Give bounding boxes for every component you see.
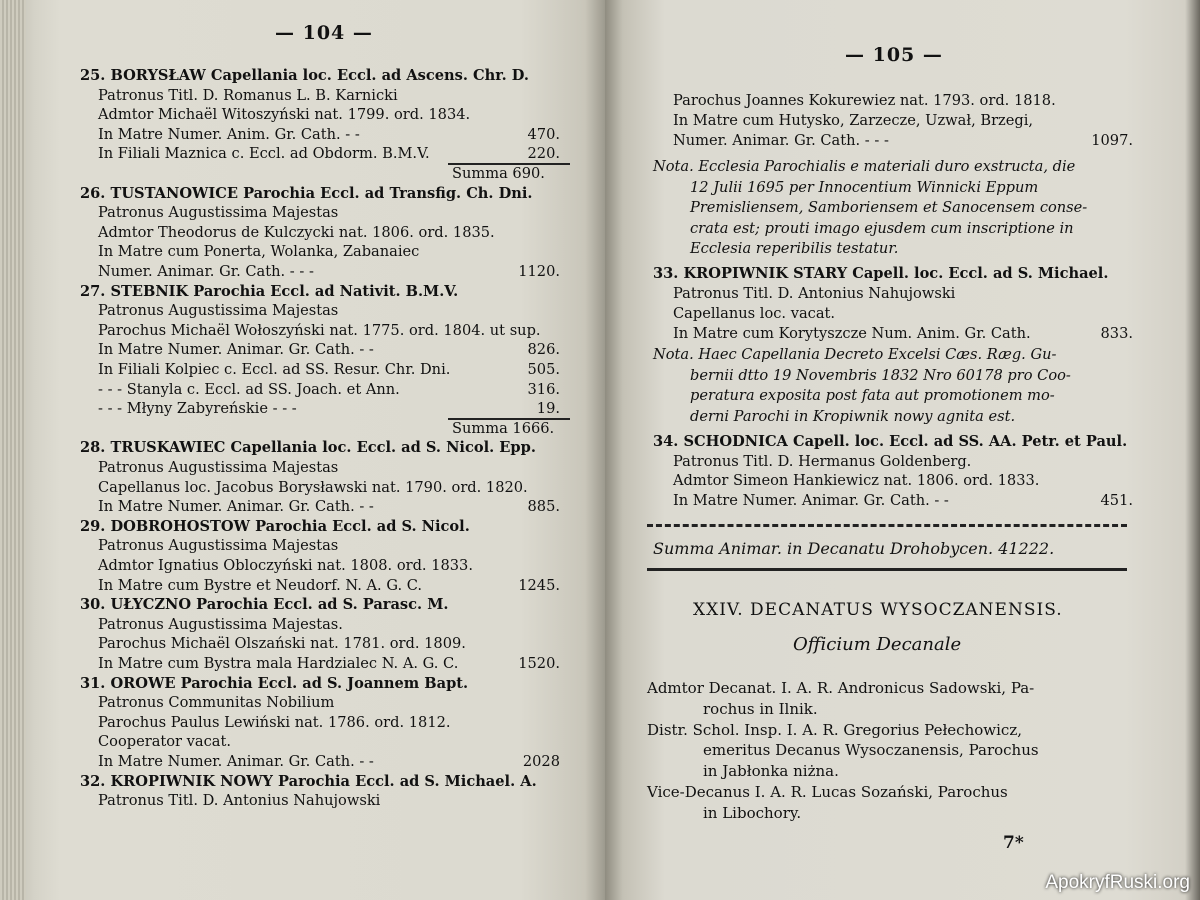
entry-line: In Matre cum Hutysko, Zarzecze, Uzwał, Brzegi, [673,112,1034,129]
entry-heading: 31. OROWE Parochia Eccl. ad S. Joannem Bapt. [80,674,469,692]
nota-line: 12 Julii 1695 per Innocentium Winnicki Eppum [690,178,1039,196]
nota-line: Ecclesia reperibilis testatur. [690,240,899,257]
left-page-number: — 104 — [275,22,373,44]
entry-line: Parochus Michaël Wołoszyński nat. 1775. ord. 1804. ut sup. [98,321,541,339]
entry-count: 1245. [518,576,560,594]
divider-dashed [647,524,1127,527]
entry-line: In Filiali Maznica c. Eccl. ad Obdorm. B.M.V. [98,145,430,163]
right-page [605,0,1200,900]
entry-line: Admtor Michaël Witoszyński nat. 1799. ord. 1834. [98,106,471,124]
officium-line: Vice-Decanus I. A. R. Lucas Sozański, Parochus [647,783,1008,801]
entry-line: - - - Młyny Zabyreńskie - - - [98,400,297,418]
nota-line: bernii dtto 19 Novembris 1832 Nro 60178 pro Coo- [690,366,1071,384]
entry-line: Parochus Michaël Olszański nat. 1781. ord. 1809. [98,635,466,653]
entry-count: 2028 [522,753,560,770]
officium-line: in Jabłonka niżna. [703,762,839,781]
entry-count: 1097. [1091,132,1133,149]
entry-count: 451. [1100,491,1133,509]
entry-count: 220. [527,145,560,163]
entry-count: 826. [527,341,560,359]
entry-count: 316. [527,380,560,398]
divider-solid [647,568,1127,571]
nota-line: Premisliensem, Samboriensem et Sanocensem conse- [690,199,1088,216]
nota-line: derni Parochi in Kropiwnik nowy agnita est. [690,407,1016,425]
entry-line: In Matre cum Korytyszcze Num. Anim. Gr. Cath. [673,325,1031,342]
entry-line: Patronus Augustissima Majestas [98,459,339,476]
page-edge [0,0,26,900]
entry-line: Capellanus loc. Jacobus Borysławski nat. 1790. ord. 1820. [98,478,528,496]
entry-line: In Matre cum Bystre et Neudorf. N. A. G. C. [98,576,423,594]
summa-decanatus: Summa Animar. in Decanatu Drohobycen. 41222. [653,539,1055,558]
entry-heading: 34. SCHODNICA Capell. loc. Eccl. ad SS. AA. Petr. et Paul. [653,433,1128,450]
nota-line: peratura exposita post fata aut promotionem mo- [690,387,1055,404]
officium-title: Officium Decanale [793,634,962,655]
entry-count: 1120. [518,263,560,280]
entry-count: 833. [1100,325,1133,342]
entry-line: Patronus Augustissima Majestas [98,302,339,320]
entry-line: In Filiali Kolpiec c. Eccl. ad SS. Resur. Chr. Dni. [98,361,451,378]
nota-line: Nota. Haec Capellania Decreto Excelsi Cæs. Ræg. Gu- [653,346,1057,363]
officium-line: rochus in Ilnik. [703,699,818,718]
entry-line: Parochus Joannes Kokurewiez nat. 1793. ord. 1818. [673,92,1056,109]
sum-rule [448,418,570,420]
entry-line: In Matre Numer. Animar. Gr. Cath. - - [98,341,374,359]
entry-line: Admtor Theodorus de Kulczycki nat. 1806. ord. 1835. [98,223,495,241]
officium-line: Distr. Schol. Insp. I. A. R. Gregorius Pełechowicz, [647,720,1022,739]
entry-count: 1520. [518,655,560,672]
entry-line: In Matre cum Ponerta, Wolanka, Zabanaiec [98,243,420,261]
entry-line: In Matre Numer. Animar. Gr. Cath. - - [98,753,374,770]
entry-line: In Matre cum Bystra mala Hardzialec N. A. G. C. [98,655,459,672]
entry-count: 470. [527,125,560,143]
nota-line: crata est; prouti imago ejusdem cum inscriptione in [690,219,1074,237]
entry-heading: 25. BORYSŁAW Capellania loc. Eccl. ad Ascens. Chr. D. [80,67,529,84]
watermark: ApokryfRuski.org [1045,872,1190,893]
sum-rule [448,163,570,165]
entry-heading: 29. DOBROHOSTOW Parochia Eccl. ad S. Nicol. [80,517,470,535]
entry-line: Patronus Titl. D. Antonius Nahujowski [98,792,381,810]
entry-line: In Matre Numer. Animar. Gr. Cath. - - [673,491,949,509]
entry-count: 505. [527,361,560,378]
entry-line: Patronus Augustissima Majestas [98,537,339,555]
officium-line: in Libochory. [703,803,802,822]
entry-line: Numer. Animar. Gr. Cath. - - - [98,263,314,280]
entry-heading: 30. UŁYCZNO Parochia Eccl. ad S. Parasc. M. [80,596,449,614]
entry-line: - - - Stanyla c. Eccl. ad SS. Joach. et Ann. [98,380,400,398]
entry-heading: 33. KROPIWNIK STARY Capell. loc. Eccl. ad S. Michael. [653,265,1109,282]
summa-line: Summa 690. [452,165,545,182]
entry-line: Capellanus loc. vacat. [673,305,836,322]
entry-line: Patronus Augustissima Majestas. [98,615,343,633]
officium-line: emeritus Decanus Wysoczanensis, Parochus [703,741,1039,760]
entry-line: In Matre Numer. Anim. Gr. Cath. - - [98,125,360,143]
entry-heading: 28. TRUSKAWIEC Capellania loc. Eccl. ad S. Nicol. Epp. [80,439,536,457]
entry-line: Patronus Titl. D. Hermanus Goldenberg. [673,452,972,470]
entry-count: 19. [536,400,560,418]
right-page-number: — 105 — [845,44,943,66]
entry-heading: 27. STEBNIK Parochia Eccl. ad Nativit. B.M.V. [80,282,459,300]
signature-mark: 7* [1003,833,1024,853]
entry-line: Patronus Augustissima Majestas [98,204,339,222]
entry-line: Patronus Titl. D. Romanus L. B. Karnicki [98,86,398,104]
entry-line: Cooperator vacat. [98,733,231,751]
entry-line: Admtor Simeon Hankiewicz nat. 1806. ord. 1833. [673,472,1040,489]
entry-count: 885. [527,498,560,516]
entry-line: Numer. Animar. Gr. Cath. - - - [673,132,889,149]
decanatus-title: XXIV. DECANATUS WYSOCZANENSIS. [693,600,1063,620]
entry-line: Parochus Paulus Lewiński nat. 1786. ord. 1812. [98,713,451,731]
entry-heading: 32. KROPIWNIK NOWY Parochia Eccl. ad S. Michael. A. [80,772,537,790]
entry-line: Patronus Communitas Nobilium [98,694,335,712]
summa-line: Summa 1666. [452,419,555,437]
nota-line: Nota. Ecclesia Parochialis e materiali duro exstructa, die [653,158,1076,175]
entry-heading: 26. TUSTANOWICE Parochia Eccl. ad Transfig. Ch. Dni. [80,184,533,202]
entry-line: Patronus Titl. D. Antonius Nahujowski [673,285,956,302]
officium-line: Admtor Decanat. I. A. R. Andronicus Sadowski, Pa- [647,679,1035,697]
entry-line: In Matre Numer. Animar. Gr. Cath. - - [98,498,374,516]
entry-line: Admtor Ignatius Obloczyński nat. 1808. ord. 1833. [98,557,473,574]
